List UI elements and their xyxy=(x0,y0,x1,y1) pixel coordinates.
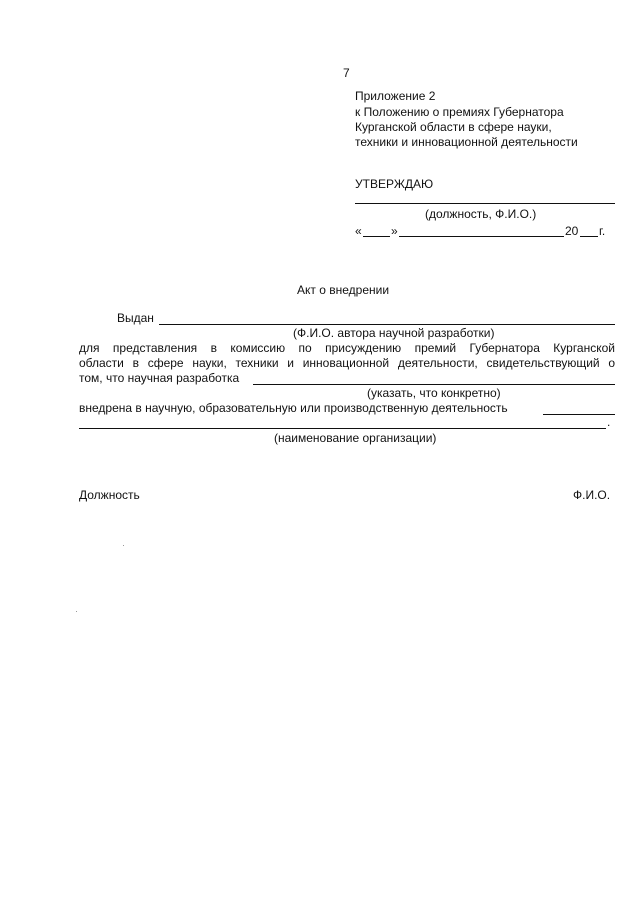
body-line-4: внедрена в научную, образовательную или производственную деятельность xyxy=(79,401,508,415)
org-caption: (наименование организации) xyxy=(274,431,437,445)
scan-speck xyxy=(123,545,124,546)
activity-line xyxy=(543,414,615,415)
appendix-line-3: Курганской области в сфере науки, xyxy=(355,120,552,134)
appendix-line-1: Приложение 2 xyxy=(355,89,436,103)
approve-date-open-quote: « xyxy=(355,224,362,238)
act-title: Акт о внедрении xyxy=(297,283,390,297)
approve-year-prefix: 20 xyxy=(565,224,579,238)
approve-day-line xyxy=(363,236,390,237)
page-number: 7 xyxy=(343,66,350,80)
issued-caption: (Ф.И.О. автора научной разработки) xyxy=(293,326,495,340)
approve-year-suffix: г. xyxy=(599,224,606,238)
body-line-3: том, что научная разработка xyxy=(79,371,240,385)
approve-year-line xyxy=(580,236,598,237)
approve-position-caption: (должность, Ф.И.О.) xyxy=(425,207,537,221)
approve-date-close-quote: » xyxy=(391,224,398,238)
issued-label: Выдан xyxy=(117,311,154,325)
specify-caption: (указать, что конкретно) xyxy=(367,386,501,400)
appendix-line-2: к Положению о премиях Губернатора xyxy=(355,105,564,119)
approve-position-line xyxy=(355,203,615,204)
approve-month-line xyxy=(399,236,564,237)
development-line xyxy=(253,384,615,385)
approve-title: УТВЕРЖДАЮ xyxy=(355,177,434,191)
signature-position-label: Должность xyxy=(79,488,140,502)
organization-line xyxy=(79,428,606,429)
body-line-2: области в сфере науки, техники и инновационной деятельности, свидетельствующий о xyxy=(79,356,615,370)
signature-name-label: Ф.И.О. xyxy=(573,488,611,502)
body-line-1: для представления в комиссию по присуждению премий Губернатора Курганской xyxy=(79,341,615,355)
issued-name-line xyxy=(159,324,615,325)
scan-speck xyxy=(76,611,77,612)
appendix-line-4: техники и инновационной деятельности xyxy=(355,135,578,149)
organization-line-period: . xyxy=(607,415,611,429)
